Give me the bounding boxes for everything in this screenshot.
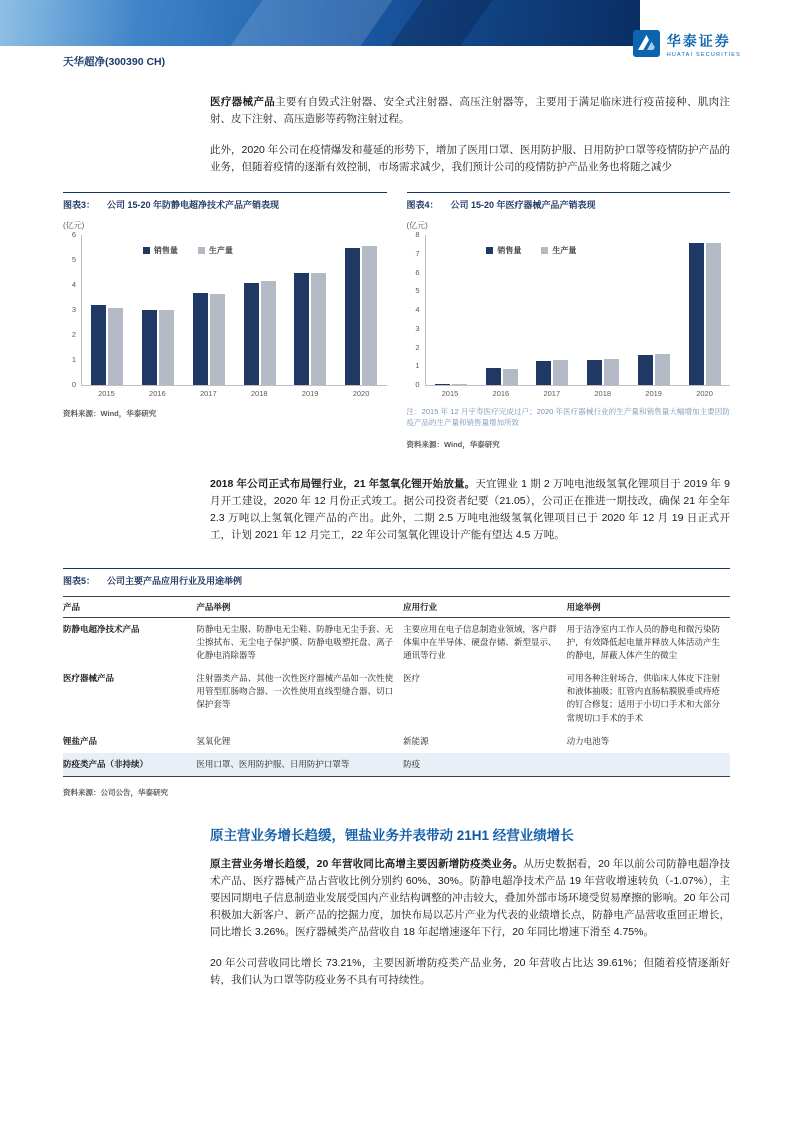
bar-销售量-2018	[587, 360, 602, 385]
bar-销售量-2019	[294, 273, 309, 386]
figure-label: 图表5：	[63, 575, 96, 586]
bar-group-2015	[426, 384, 477, 385]
body-paragraph: 20 年公司营收同比增长 73.21%，主要因新增防疫类产品业务，20 年营收占比达 39.61%；但随着疫情逐渐好转，我们认为口罩等防疫业务不具有可持续性。	[210, 957, 730, 987]
legend-item	[143, 245, 178, 256]
bar-生产量-2017	[553, 360, 568, 385]
table-cell: 医疗	[403, 673, 421, 684]
table-column-header: 产品举例	[196, 596, 403, 617]
huatai-logo	[633, 30, 741, 62]
y-tick-label: 0	[71, 380, 76, 389]
bar-生产量-2016	[503, 369, 518, 385]
table-cell: 用于洁净室内工作人员的静电和微污染防护，有效降低起电量并释放人体活动产生的静电，屏蔽人体产生的微尘	[566, 623, 720, 660]
y-tick-label: 6	[415, 267, 420, 277]
y-tick-label: 1	[71, 355, 76, 364]
bar-group-2017	[527, 360, 578, 385]
chart-legend	[486, 245, 576, 256]
paragraph-text: 天宜锂业 1 期 2 万吨电池级氢氧化锂项目于 2019 年 9 月开工建设，2020 年 12 月份正式竣工。据公司投资者纪要（21.05），公司正在推进一期技改，确保 21 年全年 2.3 万吨以上氢氧化锂产品的产出。此外，二期 2.5 万吨电池级氢氧化锂项目已于 2020 年 12 月 19 日正式开工，计划 2021 年 12 月完工，22 年公司氢氧化锂设计产能有望达 4.5 万吨。	[210, 477, 730, 541]
legend-item	[541, 245, 576, 256]
plot	[425, 235, 731, 386]
huatai-logo-text	[667, 34, 741, 57]
bar-group-2018	[578, 359, 629, 385]
bar-销售量-2016	[486, 368, 501, 385]
y-tick-label: 0	[415, 380, 420, 389]
body-paragraph	[210, 94, 730, 128]
y-tick-label: 6	[71, 230, 76, 239]
y-tick-label: 3	[415, 323, 420, 333]
legend-swatch	[541, 247, 548, 254]
table-cell: 氢氧化锂	[196, 735, 231, 746]
bar-销售量-2019	[638, 355, 653, 385]
y-tick-label: 3	[71, 305, 76, 314]
table-column-header: 产品	[63, 596, 196, 617]
legend-label: 销售量	[153, 246, 178, 255]
figure-title: 公司 15-20 年医疗器械产品产销表现	[450, 200, 596, 210]
stock-label: 天华超净(300390 CH)	[63, 56, 166, 68]
paragraph-lead-bold: 医疗器械产品	[210, 96, 276, 108]
bar-group-2019	[285, 273, 336, 386]
y-axis-unit-label: (亿元)	[406, 221, 428, 230]
legend-label: 销售量	[497, 246, 522, 255]
x-axis	[425, 386, 731, 398]
bar-生产量-2018	[261, 281, 276, 385]
x-tick-label: 2018	[594, 389, 612, 398]
y-tick-label: 2	[415, 342, 420, 352]
bar-group-2019	[629, 354, 680, 385]
bar-生产量-2020	[706, 243, 721, 385]
figure-source: 资料来源：公司公告，华泰研究	[63, 788, 168, 798]
x-axis	[81, 386, 387, 398]
bar-生产量-2019	[311, 273, 326, 386]
y-tick-label: 4	[71, 280, 76, 289]
x-tick-label: 2018	[250, 389, 268, 398]
figure-caption	[407, 193, 731, 220]
figure-caption	[63, 193, 387, 220]
y-tick-label: 7	[415, 248, 420, 258]
table-cell: 可用各种注射场合，供临床人体皮下注射和液体抽吸；肛管内直肠粘膜脱垂或痔疮的钉合修复；适用于小切口手术和大部分常规切口手术的手术	[566, 673, 720, 723]
y-tick-label: 2	[71, 330, 76, 339]
y-tick-label: 1	[415, 361, 420, 371]
bar-生产量-2018	[604, 359, 619, 385]
figure-source: 资料来源：Wind，华泰研究	[63, 409, 157, 418]
figure-note: 注：2015 年 12 月宇寿医疗完成过户；2020 年医疗器械行业的生产量和销售量大幅增加主要因防疫产品的生产量和销售量增加所致	[406, 407, 730, 428]
products-table-header	[63, 596, 730, 617]
x-tick-label: 2020	[352, 389, 370, 398]
bar-生产量-2020	[362, 246, 377, 385]
figure-label: 图表3：	[63, 200, 96, 210]
figure-caption	[63, 569, 730, 596]
bar-group-2015	[82, 305, 133, 385]
products-table	[63, 596, 730, 778]
table-cell: 防疫类产品（非持续）	[63, 758, 149, 769]
table-header-row	[63, 596, 730, 617]
table-cell: 新能源	[403, 735, 429, 746]
bar-chart-medical-products	[407, 220, 731, 398]
page-header	[0, 0, 793, 88]
chart-plot-area	[63, 230, 387, 389]
brand-name-cn: 华泰证券	[666, 33, 731, 50]
table-cell: 动力电池等	[566, 735, 610, 746]
table-cell	[567, 753, 730, 777]
bar-groups	[426, 235, 731, 385]
header-banner-graphic	[0, 0, 640, 46]
table-row	[63, 730, 730, 753]
y-tick-label: 4	[415, 305, 420, 314]
legend-item	[198, 245, 233, 256]
table-column-header: 应用行业	[403, 596, 566, 617]
bar-销售量-2015	[91, 305, 106, 385]
x-tick-label: 2017	[199, 389, 217, 398]
x-tick-label: 2015	[98, 389, 115, 398]
bar-group-2018	[234, 281, 285, 385]
bar-生产量-2015	[452, 384, 467, 385]
paragraph-lead-bold: 2018 年公司正式布局锂行业，21 年氢氧化锂开始放量。	[210, 477, 476, 490]
legend-swatch	[198, 247, 205, 254]
table-cell: 锂盐产品	[63, 735, 98, 746]
plot	[81, 235, 387, 386]
bar-生产量-2016	[159, 310, 174, 385]
y-axis	[407, 230, 425, 389]
report-body	[0, 88, 793, 989]
body-paragraph	[210, 476, 730, 544]
bar-chart-antistatic-products	[63, 220, 387, 398]
table-cell: 医用口罩、医用防护服、日用防护口罩等	[196, 758, 350, 769]
bar-group-2017	[184, 293, 235, 386]
products-table-body	[63, 617, 730, 777]
x-tick-label: 2016	[149, 389, 166, 398]
figure-title: 公司 15-20 年防静电超净技术产品产销表现	[107, 200, 280, 210]
legend-label: 生产量	[552, 246, 577, 255]
y-tick-label: 5	[71, 255, 76, 264]
bar-销售量-2020	[345, 248, 360, 386]
paragraph-lead-bold: 原主营业务增长趋缓，20 年营收同比高增主要因新增防疫类业务。	[210, 858, 524, 871]
table-cell: 防疫	[403, 758, 421, 769]
x-tick-label: 2019	[301, 389, 319, 398]
bar-生产量-2017	[210, 294, 225, 385]
figure-5	[63, 568, 730, 799]
paragraph-text: 主要有自毁式注射器、安全式注射器、高压注射器等，主要用于满足临床进行疫苗接种、肌肉注射、皮下注射、高压造影等药物注射过程。	[210, 96, 731, 125]
legend-swatch	[143, 247, 150, 254]
bar-group-2020	[336, 246, 387, 385]
table-row	[63, 667, 730, 730]
body-paragraph: 此外，2020 年公司在疫情爆发和蔓延的形势下，增加了医用口罩、医用防护服、日用防护口罩等疫情防护产品的业务，但随着疫情的逐渐有效控制，市场需求减少，我们预计公司的疫情防护产品业务也将随之减少	[210, 144, 730, 173]
body-paragraph	[210, 856, 730, 941]
bar-groups	[82, 235, 387, 385]
bar-销售量-2018	[244, 283, 259, 386]
figure-3	[63, 192, 387, 450]
figure-4	[407, 192, 731, 450]
huatai-logo-icon	[633, 30, 660, 62]
bar-销售量-2017	[536, 361, 551, 385]
figure-source: 资料来源：Wind，华泰研究	[406, 439, 500, 449]
bar-group-2016	[476, 368, 527, 385]
table-cell: 主要应用在电子信息制造业领域，客户群体集中在半导体、硬盘存储、新型显示、通讯等行业	[403, 623, 557, 660]
table-cell: 医疗器械产品	[63, 673, 115, 684]
x-tick-label: 2016	[492, 389, 510, 398]
x-tick-label: 2019	[645, 389, 662, 398]
legend-swatch	[486, 247, 493, 254]
x-tick-label: 2015	[441, 389, 459, 398]
bar-生产量-2019	[655, 354, 670, 385]
legend-label: 生产量	[208, 246, 233, 255]
y-axis-unit-label: (亿元)	[63, 221, 85, 230]
figure-label: 图表4：	[406, 200, 439, 210]
table-row	[63, 753, 730, 777]
brand-name-en: HUATAI SECURITIES	[666, 51, 741, 58]
bar-销售量-2020	[689, 243, 704, 386]
table-cell: 防静电超净技术产品	[63, 623, 140, 634]
figures-row	[63, 192, 730, 450]
y-tick-label: 8	[415, 230, 420, 239]
table-cell: 注射器类产品、其他一次性医疗器械产品如一次性使用管型肛肠吻合器、一次性使用直线型缝合器、切口保护套等	[196, 673, 394, 710]
x-tick-label: 2020	[696, 389, 713, 398]
table-cell: 防静电无尘服、防静电无尘鞋、防静电无尘手套、无尘擦拭布、无尘电子保护膜、防静电吸塑托盘、离子化静电消除器等	[196, 623, 394, 660]
chart-plot-area	[407, 230, 731, 389]
bar-group-2016	[133, 310, 184, 385]
paragraph-text: 从历史数据看，20 年以前公司防静电超净技术产品、医疗器械产品占营收比例分别约 60%、30%。防静电超净技术产品 19 年营收增速转负（-1.07%），主要因同期电子信息制造业发展受国内产业结构调整的冲击较大，叠加外部市场环境受贸易摩擦的影响。20 年公司积极加大新客户、新产品的挖掘力度，加快布局以芯片产业为代表的业绩增长点，防静电产品营收重回正增长，同比增长 3.26%。医疗器械类产品营收自 18 年起增速逐年下行，20 年同比增速下滑至 4.75%。	[210, 858, 730, 939]
y-axis	[63, 230, 81, 389]
bar-销售量-2015	[435, 384, 450, 385]
y-tick-label: 5	[415, 286, 420, 296]
bar-group-2020	[679, 243, 730, 386]
legend-item	[486, 245, 521, 256]
figure-title: 公司主要产品应用行业及用途举例	[107, 575, 243, 586]
table-row	[63, 617, 730, 667]
chart-legend	[143, 245, 233, 256]
bar-销售量-2017	[193, 293, 208, 386]
x-tick-label: 2017	[543, 389, 561, 398]
bar-销售量-2016	[142, 310, 157, 385]
table-column-header: 用途举例	[567, 596, 730, 617]
bar-生产量-2015	[108, 308, 123, 386]
section-heading: 原主营业务增长趋缓，锂盐业务并表带动 21H1 经营业绩增长	[210, 828, 574, 844]
